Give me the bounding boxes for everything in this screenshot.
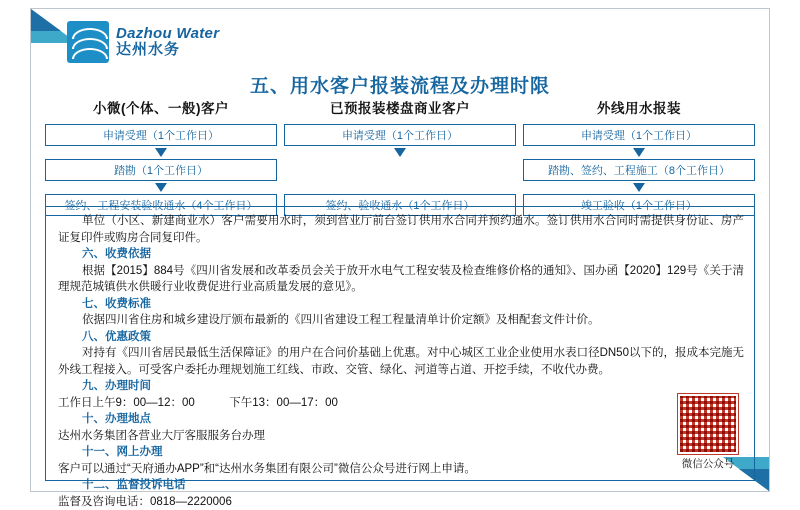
arrow-down-icon <box>45 146 277 159</box>
arrow-down-icon <box>45 181 277 194</box>
section-text-fees-standard: 依据四川省住房和城乡建设厅颁布最新的《四川省建设工程工程量清单计价定额》及相配套文件计价。 <box>58 312 744 329</box>
section-heading-fees-basis: 六、收费依据 <box>58 246 744 263</box>
section-heading-complaint-hotline: 十二、监督投诉电话 <box>58 477 744 494</box>
section-heading-online-service: 十一、网上办理 <box>58 444 744 461</box>
process-step: 竣工验收（1个工作日） <box>523 194 755 216</box>
intro-paragraph: 单位（小区、新建商业水）客户需要用水时，须到营业厅前台签订供用水合同并预约通水。签订供用水合同时需提供身份证、房产证复印件或购房合同复印件。 <box>58 213 744 246</box>
corner-wedge-top-left-inner <box>31 9 61 31</box>
brand-name-english: Dazhou Water <box>116 26 219 42</box>
qr-code-caption: 微信公众号 <box>668 456 748 473</box>
process-step: 踏勘（1个工作日） <box>45 159 277 181</box>
process-column-small-customer <box>45 97 277 216</box>
arrow-down-icon <box>284 146 516 159</box>
qr-code-icon <box>678 394 738 454</box>
section-text-office-location: 达州水务集团各营业大厅客服服务台办理 <box>58 428 744 445</box>
process-step: 申请受理（1个工作日） <box>45 124 277 146</box>
process-columns <box>45 97 755 216</box>
brand-logo-text <box>116 26 219 58</box>
process-column-preinstalled-commercial <box>284 97 516 216</box>
column-heading: 已预报装楼盘商业客户 <box>284 97 516 117</box>
section-text-complaint-hotline: 监督及咨询电话：0818—2220006 <box>58 494 744 510</box>
process-step: 申请受理（1个工作日） <box>523 124 755 146</box>
process-step: 踏勘、签约、工程施工（8个工作日） <box>523 159 755 181</box>
section-heading-office-hours: 九、办理时间 <box>58 378 744 395</box>
process-step: 申请受理（1个工作日） <box>284 124 516 146</box>
layout-spacer <box>284 159 516 181</box>
section-heading-office-location: 十、办理地点 <box>58 411 744 428</box>
section-heading-preferential-policy: 八、优惠政策 <box>58 329 744 346</box>
poster-container <box>30 8 770 492</box>
section-heading-fees-standard: 七、收费标准 <box>58 296 744 313</box>
arrow-down-icon <box>523 181 755 194</box>
process-step: 签约、验收通水（1个工作日） <box>284 194 516 216</box>
section-text-fees-basis: 根据【2015】884号《四川省发展和改革委员会关于放开水电气工程安装及检查维修价格的通知》、国办函【2020】129号《关于清理规范城镇供水供暖行业收费促进行业高质量发展的意见》。 <box>58 263 744 296</box>
section-text-preferential-policy: 对持有《四川省居民最低生活保障证》的用户在合问价基础上优惠。对中心城区工业企业使用水表口径DN50以下的，报成本完施无外线工程接入。可受客户委托办理规划施工红线、市政、交管、绿化、河道等占道、开挖手续，不收代办费。 <box>58 345 744 378</box>
brand-logo <box>67 21 219 63</box>
section-text-office-hours: 工作日上午9：00—12：00 下午13：00—17：00 <box>58 395 744 412</box>
process-step: 签约、工程安装验收通水（4个工作日） <box>45 194 277 216</box>
brand-name-chinese: 达州水务 <box>116 42 219 58</box>
page-title: 五、用水客户报装流程及办理时限 <box>31 71 769 98</box>
process-column-external-line <box>523 97 755 216</box>
details-panel <box>45 206 755 481</box>
water-wave-logo-icon <box>67 21 109 63</box>
section-text-online-service: 客户可以通过“天府通办APP”和“达州水务集团有限公司”微信公众号进行网上申请。 <box>58 461 744 478</box>
column-heading: 小微(个体、一般)客户 <box>45 97 277 117</box>
layout-spacer <box>284 181 516 194</box>
arrow-down-icon <box>523 146 755 159</box>
column-heading: 外线用水报装 <box>523 97 755 117</box>
